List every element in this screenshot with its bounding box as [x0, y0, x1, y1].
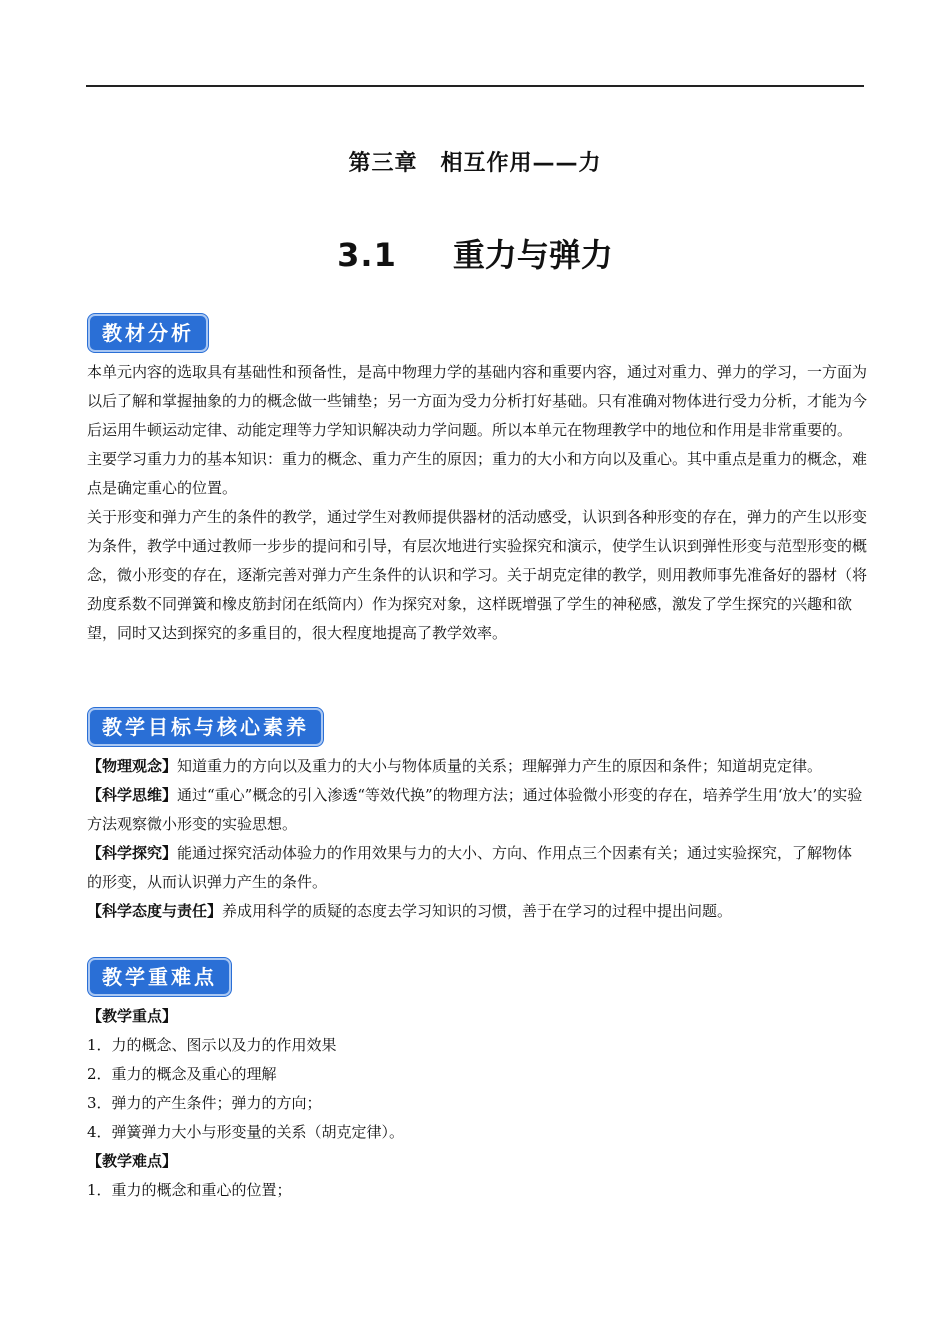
objective-body: 能通过探究活动体验力的作用效果与力的大小、方向、作用点三个因素有关；通过实验探究，了解物体的形变，从而认识弹力产生的条件。	[87, 844, 853, 891]
chapter-title: 第三章 相互作用——力	[348, 151, 602, 176]
focus-item: 4．弹簧弹力大小与形变量的关系（胡克定律）。	[87, 1123, 405, 1141]
objective-body: 养成用科学的质疑的态度去学习知识的习惯，善于在学习的过程中提出问题。	[222, 902, 733, 920]
objective-item	[87, 752, 867, 781]
difficulty-item: 1．重力的概念和重心的位置；	[87, 1181, 292, 1199]
objective-label: 【物理观念】	[87, 757, 178, 775]
analysis-text	[87, 358, 867, 648]
objective-item	[87, 781, 867, 839]
section-title	[0, 230, 950, 276]
focus-item: 2．重力的概念及重心的理解	[87, 1065, 277, 1083]
objective-item	[87, 839, 867, 897]
analysis-paragraph: 主要学习重力力的基本知识：重力的概念、重力产生的原因；重力的大小和方向以及重心。其中重点是重力的概念，难点是确定重心的位置。	[87, 450, 868, 497]
analysis-paragraph: 关于形变和弹力产生的条件的教学，通过学生对教师提供器材的活动感受，认识到各种形变的存在，弹力的产生以形变为条件，教学中通过教师一步步的提问和引导，有层次地进行实验探究和演示，使学生认识到弹性形变与范型形变的概念，微小形变的存在，逐渐完善对弹力产生条件的认识和学习。关于胡克定律的教学，则用教师事先准备好的器材（将劲度系数不同弹簧和橡皮筋封闭在纸筒内）作为探究对象，这样既增强了学生的神秘感，激发了学生探究的兴趣和欲望，同时又达到探究的多重目的，很大程度地提高了教学效率。	[87, 508, 868, 642]
focus-item: 3．弹力的产生条件；弹力的方向；	[87, 1094, 322, 1112]
objective-label: 【科学探究】	[87, 844, 178, 862]
section-name: 重力与弹力	[452, 236, 613, 274]
objectives-text	[87, 752, 867, 926]
key-points-text	[87, 1002, 867, 1205]
top-rule	[86, 85, 864, 87]
objective-body: 通过“重心”概念的引入渗透“等效代换”的物理方法；通过体验微小形变的存在，培养学生用‘放大’的实验方法观察微小形变的实验思想。	[87, 786, 863, 833]
key-points-badge: 教学重难点	[88, 958, 231, 996]
objectives-badge: 教学目标与核心素养	[88, 708, 323, 746]
section-number: 3.1	[337, 236, 397, 274]
objective-label: 【科学态度与责任】	[87, 902, 223, 920]
objective-item	[87, 897, 867, 926]
objective-body: 知道重力的方向以及重力的大小与物体质量的关系；理解弹力产生的原因和条件；知道胡克定律。	[177, 757, 823, 775]
difficulty-heading: 【教学难点】	[87, 1152, 178, 1170]
analysis-paragraph: 本单元内容的选取具有基础性和预备性，是高中物理力学的基础内容和重要内容，通过对重力、弹力的学习，一方面为以后了解和掌握抽象的力的概念做一些铺垫；另一方面为受力分析打好基础。只有准确对物体进行受力分析，才能为今后运用牛顿运动定律、动能定理等力学知识解决动力学问题。所以本单元在物理教学中的地位和作用是非常重要的。	[87, 363, 868, 439]
focus-heading: 【教学重点】	[87, 1007, 178, 1025]
objective-label: 【科学思维】	[87, 786, 178, 804]
focus-item: 1．力的概念、图示以及力的作用效果	[87, 1036, 337, 1054]
analysis-badge: 教材分析	[88, 314, 208, 352]
